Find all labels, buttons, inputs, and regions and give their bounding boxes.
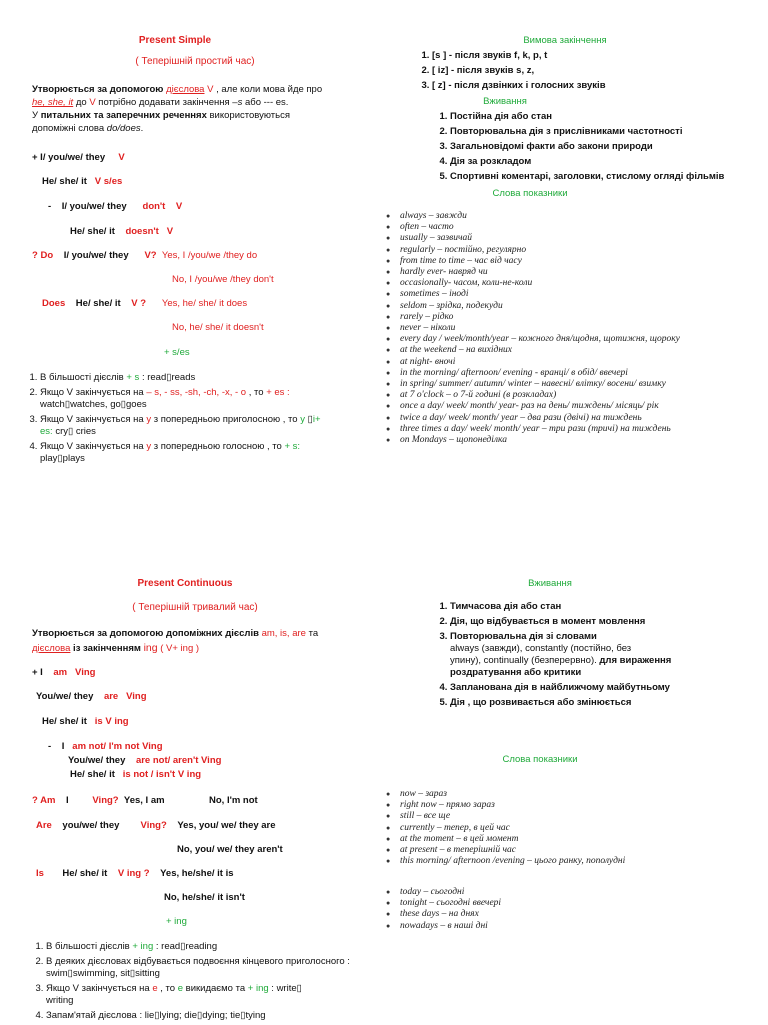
- pc-rule: 1. В більшості дієслів + ing : read▯reading: [46, 941, 366, 953]
- signal-word-item: ● still – все ще: [400, 811, 768, 822]
- pc-positive-1: + I am Ving: [32, 667, 96, 678]
- ps-positive-1: + I/ you/we/ they V: [32, 152, 125, 163]
- ps-rules-list: [20, 372, 380, 468]
- pc-question-1: ? Am I Ving? Yes, I am: [32, 795, 165, 806]
- signal-word-item: ● at the moment – в цей момент: [400, 834, 768, 845]
- signal-word-item: ● three times a day/ week/ month/ year – три рази (тричі) на тиждень: [400, 424, 768, 435]
- signal-word-item: ● every day / week/month/year – кожного дня/щодня, щотижня, щороку: [400, 334, 768, 345]
- signal-word-item: ● once a day/ week/ month/ year- раз на день/ тиждень/ місяць/ рік: [400, 401, 768, 412]
- pc-rule: 2. В деяких дієсловах відбувається подвоєння кінцевого приголосного : swim▯swimming, sit▯sitting: [46, 956, 366, 980]
- pc-rule: 3. Якщо V закінчується на e , то e викидаємо та + ing : write▯ writing: [46, 983, 366, 1007]
- pc-usage-list: [430, 601, 768, 712]
- ps-question-2: Does He/ she/ it V ? Yes, he/ she/ it does: [42, 298, 248, 309]
- signal-word-item: ● on Mondays – щопонеділка: [400, 435, 768, 446]
- pc-positive-3: He/ she/ it is V ing: [42, 716, 129, 727]
- signal-word-item: ● regularly – постійно, регулярно: [400, 245, 768, 256]
- pc-signal-words-title: Слова показники: [502, 754, 578, 765]
- ps-usage-item: 2. Повторювальна дія з прислівниками частотності: [450, 126, 768, 138]
- signal-word-item: ● now – зараз: [400, 789, 768, 800]
- ps-rule: 2. Якщо V закінчується на – s, - ss, -sh, -ch, -x, - o , то + es : watch▯watches, go▯goes: [40, 387, 380, 411]
- pc-usage-item: 2. Дія, що відбувається в момент мовлення: [450, 616, 768, 628]
- signal-word-item: ● seldom – зрідка, подекуди: [400, 301, 768, 312]
- signal-word-item: ● these days – на днях: [400, 909, 768, 920]
- ps-usage-item: 5. Спортивні коментарі, заголовки, стислому огляді фільмів: [450, 171, 768, 183]
- ps-question-1: ? Do I/ you/we/ they V? Yes, I /you/we /they do: [32, 250, 258, 261]
- present-simple-intro: Утворюється за допомогою дієслова V , але коли мова йде про he, she, it до V потрібно додавати закінчення –s або --- es. У питальних та заперечних реченнях використовуються допоміжні слова do/does.: [32, 84, 323, 134]
- ps-pronunciation-item: 2. [ iz] - після звуків s, z,: [432, 65, 768, 77]
- pc-positive-2: You/we/ they are Ving: [36, 691, 147, 702]
- pc-question-3: Is He/ she/ it V ing ? Yes, he/she/ it is: [36, 868, 234, 879]
- ps-signal-words-title: Слова показники: [492, 188, 568, 199]
- signal-word-item: ● from time to time – час від часу: [400, 256, 768, 267]
- present-simple-title: Present Simple: [138, 35, 212, 46]
- signal-word-item: ● often – часто: [400, 222, 768, 233]
- ps-negative-1: - I/ you/we/ they don't V: [48, 201, 183, 212]
- pc-negative-2: You/we/ they are not/ aren't Ving: [68, 755, 222, 766]
- signal-word-item: ● usually – зазвичай: [400, 233, 768, 244]
- ps-usage-item: 4. Дія за розкладом: [450, 156, 768, 168]
- ps-pronunciation-item: 1. [s ] - після звуків f, k, p, t: [432, 50, 768, 62]
- ps-answer-neg-1: No, I /you/we /they don't: [172, 274, 274, 285]
- ps-rule: 3. Якщо V закінчується на y з попередньою приголосною , то y ▯i+ es: cry▯ cries: [40, 414, 380, 438]
- pc-signal-words-list-2: [382, 887, 768, 932]
- pc-signal-words-list: [382, 789, 768, 867]
- signal-word-item: ● rarely – рідко: [400, 312, 768, 323]
- pc-answer-neg-1: No, I'm not: [209, 795, 258, 806]
- pc-rules-list: [26, 941, 366, 1025]
- ps-usage-list: [430, 111, 768, 186]
- ps-usage-item: 1. Постійна дія або стан: [450, 111, 768, 123]
- pc-negative-1: - I am not/ I'm not Ving: [48, 741, 163, 752]
- pc-usage-item: 1. Тимчасова дія або стан: [450, 601, 768, 613]
- pc-rule: 4. Запам'ятай дієслова : lie▯lying; die▯dying; tie▯tying: [46, 1010, 366, 1022]
- present-simple-subtitle: ( Теперішній простий час): [135, 56, 255, 67]
- signal-word-item: ● in the morning/ afternoon/ evening - вранці/ в обід/ ввечері: [400, 368, 768, 379]
- pc-question-2: Are you/we/ they Ving? Yes, you/ we/ they are: [36, 820, 276, 831]
- pc-usage-item: 4. Запланована дія в найближчому майбутньому: [450, 682, 768, 694]
- pc-ending: + ing: [166, 916, 187, 927]
- signal-word-item: ● nowadays – в наші дні: [400, 921, 768, 932]
- pc-usage-item: 5. Дія , що розвивається або змінюється: [450, 697, 768, 709]
- ps-negative-2: He/ she/ it doesn't V: [70, 226, 174, 237]
- ps-pronunciation-list: [412, 50, 768, 95]
- ps-pronunciation-item: 3. [ z] - після дзвінких і голосних звуків: [432, 80, 768, 92]
- present-continuous-subtitle: ( Теперішній тривалий час): [132, 602, 258, 613]
- signal-word-item: ● today – сьогодні: [400, 887, 768, 898]
- signal-word-item: ● hardly ever- навряд чи: [400, 267, 768, 278]
- pc-answer-neg-3: No, he/she/ it isn't: [164, 892, 245, 903]
- ps-signal-words-list: [382, 211, 768, 446]
- signal-word-item: ● right now – прямо зараз: [400, 800, 768, 811]
- present-continuous-intro: Утворюється за допомогою допоміжних дієслів am, is, are та дієслова із закінченням ing ( V+ ing ): [32, 628, 319, 654]
- ps-usage-item: 3. Загальновідомі факти або закони природи: [450, 141, 768, 153]
- ps-ending: + s/es: [164, 347, 190, 358]
- signal-word-item: ● tonight – сьогодні ввечері: [400, 898, 768, 909]
- ps-rule: 1. В більшості дієслів + s : read▯reads: [40, 372, 380, 384]
- signal-word-item: ● never – ніколи: [400, 323, 768, 334]
- signal-word-item: ● currently – тепер, в цей час: [400, 823, 768, 834]
- signal-word-item: ● twice a day/ week/ month/ year – двa рази (двічі) на тиждень: [400, 413, 768, 424]
- ps-usage-title: Вживання: [483, 96, 527, 107]
- pc-usage-title: Вживання: [528, 578, 572, 589]
- signal-word-item: ● at night- вночі: [400, 357, 768, 368]
- pc-answer-neg-2: No, you/ we/ they aren't: [177, 844, 283, 855]
- signal-word-item: ● occasionally- часом, коли-не-коли: [400, 278, 768, 289]
- pc-negative-3: He/ she/ it is not / isn't V ing: [70, 769, 202, 780]
- ps-answer-neg-2: No, he/ she/ it doesn't: [172, 322, 264, 333]
- signal-word-item: ● at 7 o'clock – о 7-й годині (в розкладах): [400, 390, 768, 401]
- present-continuous-title: Present Continuous: [137, 578, 233, 589]
- ps-rule: 4. Якщо V закінчується на y з попередньою голосною , то + s: play▯plays: [40, 441, 380, 465]
- ps-pronunciation-title: Вимова закінчення: [523, 35, 607, 46]
- signal-word-item: ● in spring/ summer/ autumn/ winter – навесні/ влітку/ восени/ взимку: [400, 379, 768, 390]
- ps-positive-2: He/ she/ it V s/es: [42, 176, 123, 187]
- signal-word-item: ● at the weekend – на вихідних: [400, 345, 768, 356]
- signal-word-item: ● this morning/ afternoon /evening – цього ранку, пополудні: [400, 856, 768, 867]
- signal-word-item: ● always – завжди: [400, 211, 768, 222]
- signal-word-item: ● at present – в теперішній час: [400, 845, 768, 856]
- pc-usage-item: 3. Повторювальна дія зі словами always (завжди), constantly (постійно, без упину), continually (безперервно). для вираження роздратування або критики: [450, 631, 768, 679]
- signal-word-item: ● sometimes – іноді: [400, 289, 768, 300]
